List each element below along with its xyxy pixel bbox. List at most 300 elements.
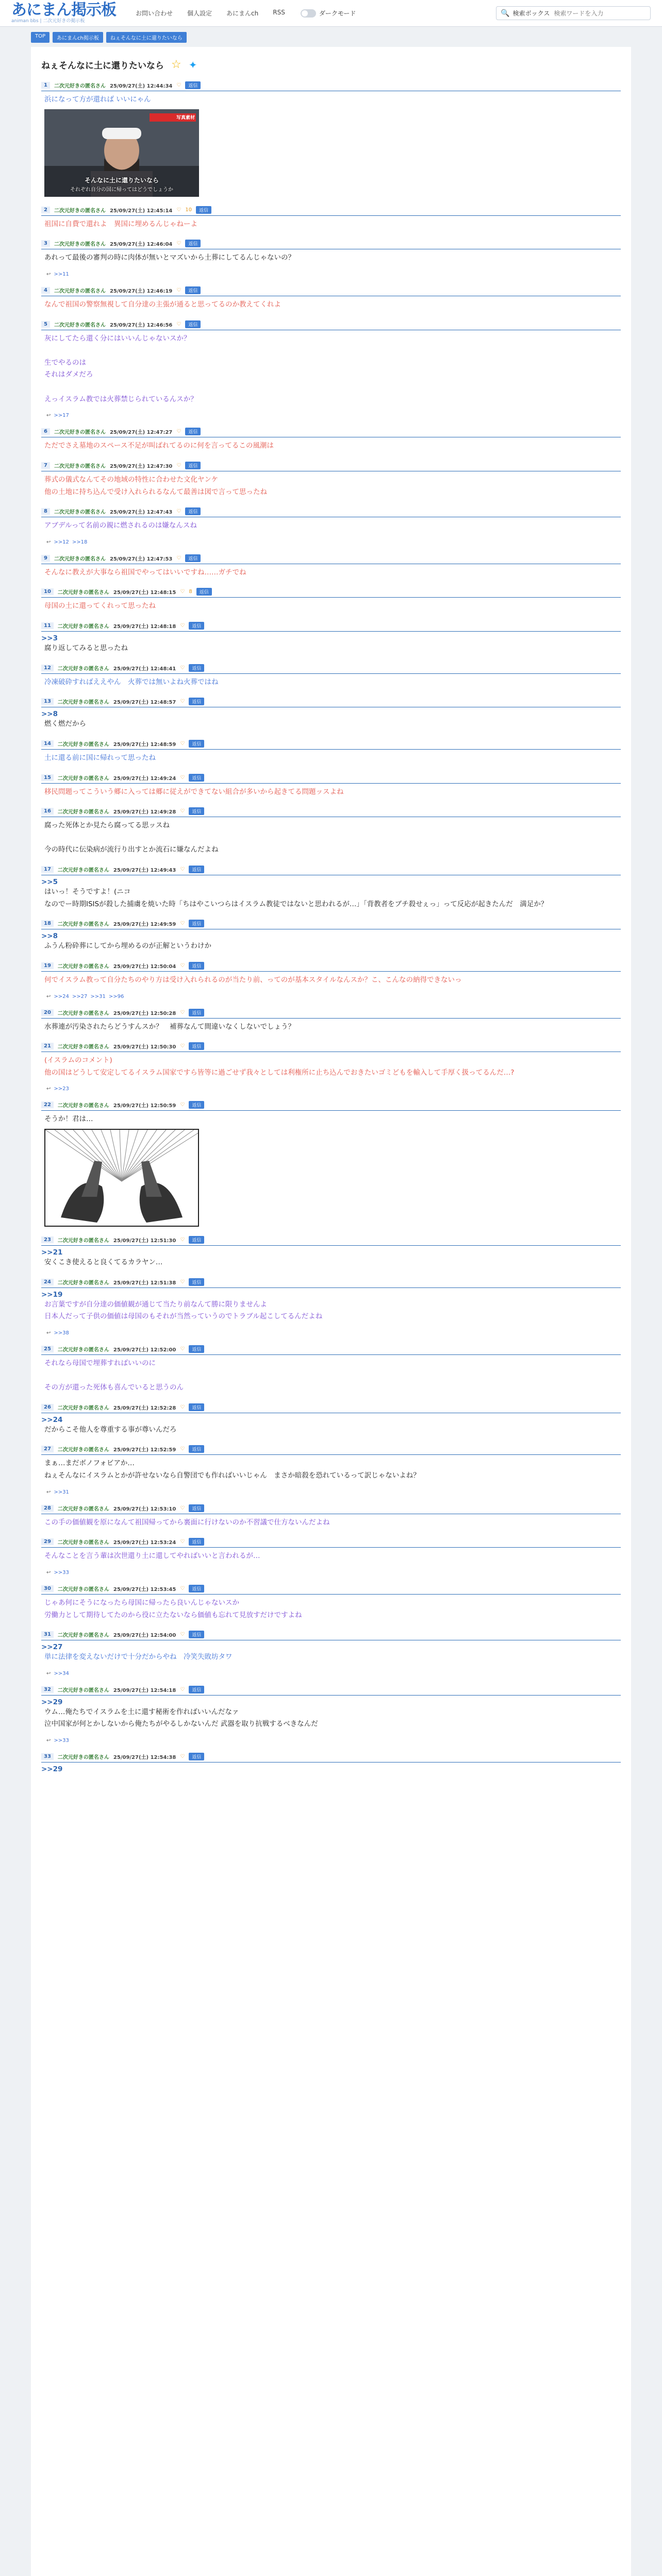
post [41,462,621,498]
poster-name: 二次元好きの匿名さん [57,700,109,706]
reply-link[interactable]: >>17 [54,413,69,419]
post-date: 25/09/27(土) 12:50:30 [113,1044,176,1050]
reply-link[interactable]: >>31 [90,993,106,999]
post [41,206,621,231]
reply-list [41,539,621,545]
reply-list [41,1330,621,1336]
post-date: 25/09/27(土) 12:54:00 [113,1633,176,1639]
post-date: 25/09/27(土) 12:49:59 [113,922,176,928]
reply-link[interactable]: >>11 [54,271,69,277]
like-icon[interactable]: ♡ [176,287,181,293]
post-date: 25/09/27(土) 12:48:41 [113,666,176,672]
post-date: 25/09/27(土) 12:49:24 [113,775,176,782]
poster-name: 二次元好きの匿名さん [57,1044,109,1050]
post-number[interactable]: 8 [41,508,50,515]
reply-icon: ↩ [46,1738,51,1743]
post [41,920,621,953]
like-icon[interactable]: ♡ [180,867,185,872]
like-icon[interactable]: ♡ [180,589,185,595]
reply-button[interactable]: 返信 [189,1042,204,1050]
post [41,740,621,765]
like-icon[interactable]: ♡ [180,1754,185,1759]
like-icon[interactable]: ♡ [176,82,181,88]
post-number[interactable]: 29 [41,1538,54,1545]
poster-name: 二次元好きの匿名さん [57,1540,109,1546]
reply-link[interactable]: >>33 [54,1738,69,1743]
poster-name: 二次元好きの匿名さん [57,1687,109,1693]
anchor-link[interactable]: >>3 [41,634,58,642]
reply-button[interactable]: 返信 [189,622,204,630]
reply-button[interactable]: 返信 [185,507,201,515]
reply-button[interactable]: 返信 [189,1101,204,1109]
reply-list [41,1086,621,1092]
reply-button[interactable]: 返信 [189,740,204,748]
like-icon[interactable]: ♡ [176,429,181,435]
poster-name: 二次元好きの匿名さん [57,1405,109,1411]
post [41,1345,621,1394]
like-icon[interactable]: ♡ [180,921,185,927]
like-icon[interactable]: ♡ [180,665,185,671]
post [41,81,621,197]
reply-button[interactable]: 返信 [189,1345,204,1353]
post-number[interactable]: 6 [41,428,50,435]
like-icon[interactable]: ♡ [180,1585,185,1591]
like-icon[interactable]: ♡ [180,1043,185,1049]
anchor-link[interactable]: >>29 [41,1765,63,1773]
reply-button[interactable]: 返信 [185,320,201,328]
post-body: 腐り返してみると思ったね [44,644,128,652]
reply-button[interactable]: 返信 [189,1631,204,1638]
post-body: 母国の土に還ってくれって思ったね [44,602,156,611]
post-header [41,1042,621,1052]
post-number[interactable]: 12 [41,665,54,671]
poster-name: 二次元好きの匿名さん [57,1506,109,1512]
reply-button[interactable]: 返信 [189,1009,204,1016]
post-header [41,1504,621,1514]
post-header [41,740,621,750]
like-icon[interactable]: ♡ [180,774,185,781]
reply-icon: ↩ [46,1569,51,1575]
poster-name: 二次元好きの匿名さん [57,775,109,782]
poster-name: 二次元好きの匿名さん [57,1755,109,1760]
like-icon[interactable]: ♡ [176,509,181,515]
post-date: 25/09/27(土) 12:54:38 [113,1755,176,1760]
like-icon[interactable]: ♡ [180,1686,185,1692]
like-icon[interactable]: ♡ [180,1279,185,1285]
manga-image[interactable] [44,1129,199,1227]
post-header [41,962,621,972]
post-date: 25/09/27(土) 12:46:56 [109,322,173,328]
like-icon[interactable]: ♡ [180,1539,185,1545]
post-date: 25/09/27(土) 12:50:59 [113,1103,176,1109]
search-label: 検索ボックス [512,10,550,17]
post-number[interactable]: 5 [41,321,50,328]
post-body: 浜になって方が還れば いいにゃん [44,95,151,104]
reply-button[interactable]: 返信 [185,462,201,469]
like-icon[interactable]: ♡ [180,1632,185,1638]
reply-icon: ↩ [46,413,51,419]
post-number[interactable]: 19 [41,962,54,969]
post [41,1686,621,1743]
poster-name: 二次元好きの匿名さん [57,868,109,873]
reply-icon: ↩ [46,271,51,277]
post-body: 祖国に自費で還れよ 異国に埋めるんじゃねーよ [44,219,197,228]
reply-button[interactable]: 返信 [189,1504,204,1512]
post [41,507,621,545]
nav-animanch[interactable]: あにまんch [226,10,259,17]
post-number[interactable]: 25 [41,1346,54,1352]
post-body: なんで祖国の警察無視して自分達の主張が通ると思ってるのか教えてくれよ [44,300,281,309]
post-header [41,206,621,216]
like-icon[interactable]: ♡ [176,321,181,327]
post [41,962,621,999]
search-input[interactable] [553,9,646,18]
like-icon[interactable]: ♡ [180,1505,185,1511]
like-icon[interactable]: ♡ [180,808,185,815]
post-header [41,588,621,598]
reply-button[interactable]: 返信 [189,1585,204,1592]
post-header [41,774,621,784]
like-icon[interactable]: ♡ [180,1446,185,1452]
post-header [41,1009,621,1019]
post-header [41,698,621,707]
post-header [41,1403,621,1413]
post [41,1403,621,1436]
like-icon[interactable]: ♡ [176,241,181,247]
post-header [41,622,621,632]
reply-button[interactable]: 返信 [189,1753,204,1760]
toggle-switch[interactable] [301,9,316,18]
post-date: 25/09/27(土) 12:45:14 [109,208,173,214]
post-date: 25/09/27(土) 12:44:34 [109,83,173,89]
post-header [41,807,621,817]
post-number[interactable]: 13 [41,698,54,705]
post-date: 25/09/27(土) 12:50:04 [113,963,176,970]
post-header [41,1631,621,1640]
poster-name: 二次元好きの匿名さん [57,922,109,928]
like-icon[interactable]: ♡ [180,1404,185,1410]
anchor-link[interactable]: >>29 [41,1698,63,1706]
post-number[interactable]: 22 [41,1101,54,1108]
post-date: 25/09/27(土) 12:50:28 [113,1010,176,1016]
poster-name: 二次元好きの匿名さん [57,1633,109,1639]
post-body: 灰にしてたら還く分にはいいんじゃないスか？ 生でやるのは それはダメだろ えっイスラム教では火葬禁じられているんスか？ [44,334,197,403]
poster-name: 二次元好きの匿名さん [57,1280,109,1286]
anchor-link[interactable]: >>24 [41,1415,63,1424]
crumb-top[interactable]: TOP [31,32,49,43]
post-number[interactable]: 7 [41,462,50,469]
post-number[interactable]: 9 [41,555,50,562]
post [41,1753,621,1773]
poster-name: 二次元好きの匿名さん [54,83,106,89]
post-list [41,81,621,1773]
reply-button[interactable]: 返信 [185,240,201,247]
reply-button[interactable]: 返信 [189,920,204,927]
reply-link[interactable]: >>24 [54,993,69,999]
thread-title-row [41,58,621,71]
post-number[interactable]: 4 [41,287,50,294]
search-icon[interactable]: 🔍 [501,9,510,18]
post-date: 25/09/27(土) 12:53:10 [113,1506,176,1512]
post-number[interactable]: 16 [41,808,54,815]
post [41,1631,621,1676]
like-icon[interactable]: ♡ [180,623,185,629]
image-tag: 写真素材 [176,115,195,121]
post-header [41,81,621,91]
post-date: 25/09/27(土) 12:53:45 [113,1586,176,1592]
post-body: そんなことを言う輩は次世還り土に還してやればいいと言われるが… [44,1552,260,1561]
reply-link[interactable]: >>12 [54,539,69,545]
post-date: 25/09/27(土) 12:46:04 [109,242,173,248]
poster-name: 二次元好きの匿名さん [57,1010,109,1016]
post-header [41,1101,621,1111]
manga-panel [45,1130,198,1226]
post-header [41,1345,621,1355]
poster-name: 二次元好きの匿名さん [54,288,106,294]
post-body: 水葬連が汚染されたらどうすんスか？ 補葬なんて間違いなくしないでしょう？ [44,1022,295,1031]
post [41,1009,621,1033]
post-number[interactable]: 26 [41,1404,54,1411]
thread-title: ねぇそんなに土に還りたいなら [41,61,164,71]
post-header [41,920,621,929]
post-date: 25/09/27(土) 12:48:59 [113,741,176,748]
like-count: 8 [189,589,192,595]
post-body: この手の価値観を原になんて祖国帰ってから裏面に行けないのか不習議で仕方ないんだよね [44,1518,330,1527]
anchor-link[interactable]: >>5 [41,878,58,886]
post-number[interactable]: 23 [41,1236,54,1243]
post-date: 25/09/27(土) 12:52:00 [113,1347,176,1353]
post-number[interactable]: 1 [41,82,50,89]
nav-contact[interactable]: お問い合わせ [136,10,173,17]
post [41,664,621,689]
post [41,240,621,277]
like-icon[interactable]: ♡ [180,1346,185,1352]
post-body: 土に還る前に国に帰れって思ったね [44,753,156,762]
post-date: 25/09/27(土) 12:46:19 [109,288,173,294]
post-body: 何でイスラム教って自分たちのやり方は受け入れられるのが当たり前、ってのが基本スタイルなんスか？こ、こんなの納得できないっ [44,975,462,984]
post-header [41,1686,621,1696]
favorite-star-icon[interactable]: ☆ [171,58,181,71]
post-number[interactable]: 31 [41,1631,54,1638]
reply-link[interactable]: >>23 [54,1086,69,1092]
post-header [41,1445,621,1455]
reply-list [41,272,621,277]
post-header [41,1538,621,1548]
reply-button[interactable]: 返信 [189,866,204,873]
reply-button[interactable]: 返信 [189,1445,204,1453]
reply-link[interactable]: >>33 [54,1569,69,1575]
reply-button[interactable]: 返信 [185,286,201,294]
post [41,554,621,579]
post-date: 25/09/27(土) 12:47:43 [109,510,173,516]
like-icon[interactable]: ♡ [176,555,181,561]
post-number[interactable]: 21 [41,1043,54,1049]
post-header [41,286,621,296]
post-number[interactable]: 32 [41,1686,54,1693]
post [41,1504,621,1529]
reply-button[interactable]: 返信 [185,81,201,89]
anchor-link[interactable]: >>21 [41,1248,63,1257]
post-number[interactable]: 20 [41,1009,54,1016]
reply-button[interactable]: 返信 [189,962,204,970]
post-body: だからこそ他人を尊重する事が尊いんだろ [44,1425,177,1434]
reply-list [41,1489,621,1495]
post-number[interactable]: 10 [41,588,54,595]
post [41,286,621,311]
reply-button[interactable]: 返信 [189,1538,204,1546]
reply-link[interactable]: >>38 [54,1330,69,1336]
like-count: 10 [185,207,192,213]
image-caption-line1: そんなに土に還りたいなら [84,176,159,184]
post-number[interactable]: 15 [41,774,54,781]
nav-settings[interactable]: 個人設定 [187,10,212,17]
reply-list [41,1570,621,1575]
poster-name: 二次元好きの匿名さん [57,590,109,596]
post-number[interactable]: 11 [41,622,54,629]
post-header [41,428,621,437]
post-body: そうか！君は… [44,1115,93,1124]
poster-name: 二次元好きの匿名さん [54,556,106,562]
post-header [41,1753,621,1762]
post-date: 25/09/27(土) 12:52:59 [113,1447,176,1453]
post-body: (イスラムのコメント) 他の国はどうして安定してるイスラム国家ですら皆等に過ごせず我々としては利権所に止ち込んでおきたいゴミどもを輸入して手厚く扱ってるんだ…? [44,1056,515,1077]
twitter-share-icon[interactable]: ✦ [188,58,197,71]
nav-rss[interactable]: RSS [273,9,285,16]
post [41,1445,621,1495]
post-body: 燃く燃だから [44,720,86,728]
reply-link[interactable]: >>31 [54,1489,69,1495]
poster-name: 二次元好きの匿名さん [54,463,106,469]
post-date: 25/09/27(土) 12:49:43 [113,868,176,873]
post-body: 安くこき使えると良くてるカラヤン… [44,1258,163,1266]
poster-name: 二次元好きの匿名さん [57,1447,109,1453]
post [41,807,621,856]
post-body: 移民問題ってこういう郷に入っては郷に従えができてない組合が多いから起きてる問題ッスよね [44,787,344,796]
crumb-board[interactable]: あにまんch掲示板 [53,32,103,43]
poster-name: 二次元好きの匿名さん [54,510,106,516]
post-number[interactable]: 18 [41,920,54,927]
logo-text[interactable]: あにまん掲示板 [11,1,116,19]
reply-button[interactable]: 返信 [185,428,201,435]
poster-name: 二次元好きの匿名さん [57,809,109,816]
post-date: 25/09/27(土) 12:48:57 [113,700,176,706]
poster-name: 二次元好きの匿名さん [57,1586,109,1592]
reply-icon: ↩ [46,539,51,545]
like-icon[interactable]: ♡ [180,699,185,705]
post-date: 25/09/27(土) 12:52:28 [113,1405,176,1411]
reply-button[interactable]: 返信 [196,206,211,214]
like-icon[interactable]: ♡ [180,1102,185,1108]
main-nav [136,9,285,18]
anchor-link[interactable]: >>27 [41,1643,63,1652]
post-body: 単に法律を変えないだけで十分だからやね 冷笑失敗坊タワ [44,1653,233,1662]
reply-button[interactable]: 返信 [189,774,204,782]
post-header [41,240,621,249]
site-logo[interactable] [11,3,116,24]
thread-container [31,47,631,2576]
reply-button[interactable]: 返信 [196,588,212,596]
like-icon[interactable]: ♡ [180,962,185,969]
like-icon[interactable]: ♡ [180,1009,185,1015]
anchor-link[interactable]: >>8 [41,932,58,941]
poster-name: 二次元好きの匿名さん [57,1103,109,1109]
crumb-thread[interactable]: ねぇそんなに土に還りたいなら [106,32,187,43]
post-body: ふうん粉砕葬にしてから埋めるのが正解というわけか [44,942,211,951]
poster-name: 二次元好きの匿名さん [57,624,109,630]
post [41,320,621,419]
post-number[interactable]: 28 [41,1505,54,1512]
post-number[interactable]: 24 [41,1279,54,1285]
post-body: あれって最後の審判の時に肉体が無いとマズいから土葬にしてるんじゃないの？ [44,253,295,262]
like-icon[interactable]: ♡ [180,1237,185,1243]
post-date: 25/09/27(土) 12:49:28 [113,809,176,816]
reply-button[interactable]: 返信 [189,698,204,705]
dark-mode-label: ダークモード [319,10,356,17]
post-date: 25/09/27(土) 12:48:18 [113,624,176,630]
post-body: ウム…俺たちでイスラムを土に還す秘術を作ればいいんだなァ 泣中国家が何とかしないから俺たちがやるしかないんだ 武器を取り抗戦するべきなんだ [44,1707,318,1728]
reply-button[interactable]: 返信 [185,554,201,562]
reply-link[interactable]: >>96 [108,993,124,999]
post-body: アブデルって名前の親に燃されるのは嫌なんスね [44,521,197,530]
like-icon[interactable]: ♡ [176,462,181,468]
post-number[interactable]: 14 [41,740,54,747]
like-icon[interactable]: ♡ [176,207,181,213]
reply-button[interactable]: 返信 [189,664,204,672]
post-body: はいっ！そうですよ！(ニコ なのでー時期ISISが殺した捕虜を焼いた時「ちはやこいつらはイスラム教徒ではないと思われるが…」「背教者をブチ殺せぇっ」って反応が起きたんだ 満足か？ [44,888,548,908]
post-body: 冷凍破砕すればええやん 火葬では無いよね火葬ではね [44,677,219,686]
post [41,1538,621,1575]
post [41,1101,621,1227]
reply-icon: ↩ [46,993,51,999]
reply-button[interactable]: 返信 [189,807,204,815]
reply-list [41,413,621,418]
post [41,428,621,452]
attached-image[interactable] [44,109,199,197]
reply-link[interactable]: >>18 [72,539,88,545]
post [41,1585,621,1621]
reply-button[interactable]: 返信 [189,1686,204,1693]
post-number[interactable]: 3 [41,240,50,247]
post-header [41,1278,621,1288]
like-icon[interactable]: ♡ [180,740,185,747]
post-date: 25/09/27(土) 12:51:38 [113,1280,176,1286]
post-body: お言葉ですが自分達の価値観が通じて当たり前なんて勝に限りませんよ 日本人だって子供の価値は母国のもそれが当然っていうのでトラブル起こしてるんだよね [44,1300,323,1321]
post [41,1278,621,1336]
post-number[interactable]: 33 [41,1753,54,1760]
anchor-link[interactable]: >>19 [41,1290,63,1299]
anchor-link[interactable]: >>8 [41,710,58,719]
post-number[interactable]: 30 [41,1585,54,1592]
reply-icon: ↩ [46,1330,51,1336]
reply-link[interactable]: >>27 [72,993,88,999]
reply-button[interactable]: 返信 [189,1403,204,1411]
poster-name: 二次元好きの匿名さん [54,208,106,214]
post-header [41,507,621,517]
post [41,588,621,613]
post-body: それなら母国で埋葬すればいいのに その方が還った死体も喜んでいると思うのん [44,1359,184,1392]
site-header [0,0,662,27]
dark-mode-toggle[interactable] [301,9,356,18]
poster-name: 二次元好きの匿名さん [54,430,106,436]
post-number[interactable]: 2 [41,207,50,213]
reply-button[interactable]: 返信 [189,1278,204,1286]
reply-list [41,1671,621,1676]
post-number[interactable]: 27 [41,1446,54,1452]
reply-button[interactable]: 返信 [189,1236,204,1244]
reply-link[interactable]: >>34 [54,1670,69,1676]
post-number[interactable]: 17 [41,866,54,873]
post-header [41,1585,621,1595]
